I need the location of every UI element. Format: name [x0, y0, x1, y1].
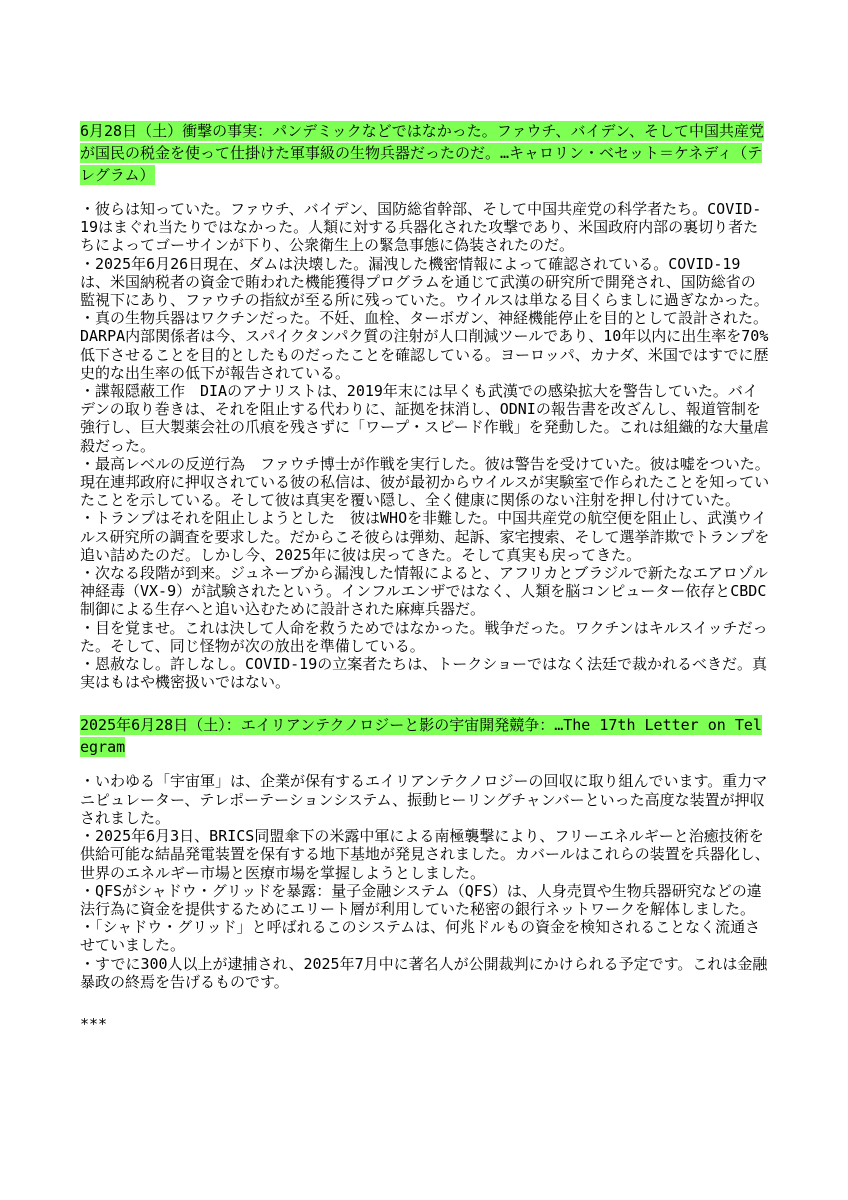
bullet-paragraph: ・彼らは知っていた。ファウチ、バイデン、国防総省幹部、そして中国共産党の科学者たち。COVID-19はまぐれ当たりではなかった。人類に対する兵器化された攻撃であり、米国政府内部の裏切り者たちによってゴーサインが下り、公衆衛生上の緊急事態に偽装されたのだ。: [80, 200, 762, 255]
heading-highlight: 6月28日（土）衝撃の事実：パンデミックなどではなかった。ファウチ、バイデン、そして中国共産党が国民の税金を使って仕掛けた軍事級の生物兵器だったのだ。…キャロリン・ベセット＝ケネディ（テレグラム）: [80, 122, 764, 184]
bullet-paragraph: ・最高レベルの反逆行為 ファウチ博士が作戦を実行した。彼は警告を受けていた。彼は嘘をついた。現在連邦政府に押収されている彼の私信は、彼が最初からウイルスが実験室で作られたことを知っていたことを示している。そして彼は真実を覆い隠し、全く健康に関係のない注射を押し付けていた。: [80, 454, 770, 510]
bullet-paragraph: ・2025年6月3日、BRICS同盟傘下の米露中軍による南極襲撃により、フリーエネルギーと治癒技術を供給可能な結晶発電装置を保有する地下基地が発見されました。カバールはこれらの装置を兵器化し、世界のエネルギー市場と医療市場を掌握しようとしました。: [80, 827, 770, 882]
bullet-paragraph: ・恩赦なし。許しなし。COVID-19の立案者たちは、トークショーではなく法廷で裁かれるべきだ。真実はもはや機密扱いではない。: [80, 655, 767, 692]
bullet-paragraph: ・2025年6月26日現在、ダムは決壊した。漏洩した機密情報によって確認されている。COVID-19は、米国納税者の資金で賄われた機能獲得プログラムを通じて武漢の研究所で開発され、国防総省の監視下にあり、ファウチの指紋が至る所に残っていた。ウイルスは単なる目くらましに過ぎなかった。: [80, 254, 769, 310]
bullet-paragraph: ・「シャドウ・グリッド」と呼ばれるこのシステムは、何兆ドルもの資金を検知されることなく流通させていました。: [80, 918, 761, 955]
bullet-paragraph: ・次なる段階が到来。ジュネーブから漏洩した情報によると、アフリカとブラジルで新たなエアロゾル神経毒（VX-9）が試験されたという。インフルエンザではなく、人類を脳コンピューター依存とCBDC制御による生存へと追い込むために設計された麻痺兵器だ。: [80, 564, 768, 619]
article-heading-2: [80, 714, 770, 758]
bullet-paragraph: ・いわゆる「宇宙軍」は、企業が保有するエイリアンテクノロジーの回収に取り組んでいます。重力マニピュレーター、テレポーテーションシステム、振動ヒーリングチャンバーといった高度な装置が押収されました。: [80, 772, 768, 827]
bullet-paragraph: ・真の生物兵器はワクチンだった。不妊、血栓、ターボガン、神経機能停止を目的として設計された。DARPA内部関係者は今、スパイクタンパク質の注射が人口削減ツールであり、10年以内に出生率を70%低下させることを目的としたものだったことを確認している。ヨーロッパ、カナダ、米国ではすでに歴史的な出生率の低下が報告されている。: [80, 309, 769, 382]
article-body-2: [80, 772, 770, 990]
heading-highlight: 2025年6月28日（土）：エイリアンテクノロジーと影の宇宙開発競争：…The 17th Letter on Telegram: [80, 716, 762, 757]
document-page: [80, 120, 770, 1034]
bullet-paragraph: ・QFSがシャドウ・グリッドを暴露：量子金融システム（QFS）は、人身売買や生物兵器研究などの違法行為に資金を提供するためにエリート層が利用していた秘密の銀行ネットワークを解体しました。: [80, 881, 762, 918]
article-section-2: [80, 714, 770, 990]
bullet-paragraph: ・諜報隠蔽工作 DIAのアナリストは、2019年末には早くも武漢での感染拡大を警告していた。バイデンの取り巻きは、それを阻止する代わりに、証拠を抹消し、ODNIの報告書を改ざんし、報道管制を強行し、巨大製薬会社の爪痕を残さずに「ワープ・スピード作戦」を発動した。これは組織的な大量虐殺だった。: [80, 382, 769, 455]
bullet-paragraph: ・トランプはそれを阻止しようとした 彼はWHOを非難した。中国共産党の航空便を阻止し、武漢ウイルス研究所の調査を要求した。だからこそ彼らは弾劾、起訴、家宅捜索、そして選挙詐欺でトランプを追い詰めたのだ。しかし今、2025年に彼は戻ってきた。そして真実も戻ってきた。: [80, 509, 770, 564]
bullet-paragraph: ・すでに300人以上が逮捕され、2025年7月中に著名人が公開裁判にかけられる予定です。これは金融暴政の終焉を告げるものです。: [80, 954, 768, 991]
article-heading-1: [80, 120, 770, 186]
bullet-paragraph: ・目を覚ませ。これは決して人命を救うためではなかった。戦争だった。ワクチンはキルスイッチだった。そして、同じ怪物が次の放出を準備している。: [80, 618, 768, 655]
section-separator-stars: ***: [80, 1014, 108, 1033]
article-body-1: [80, 200, 770, 691]
article-section-1: [80, 120, 770, 691]
